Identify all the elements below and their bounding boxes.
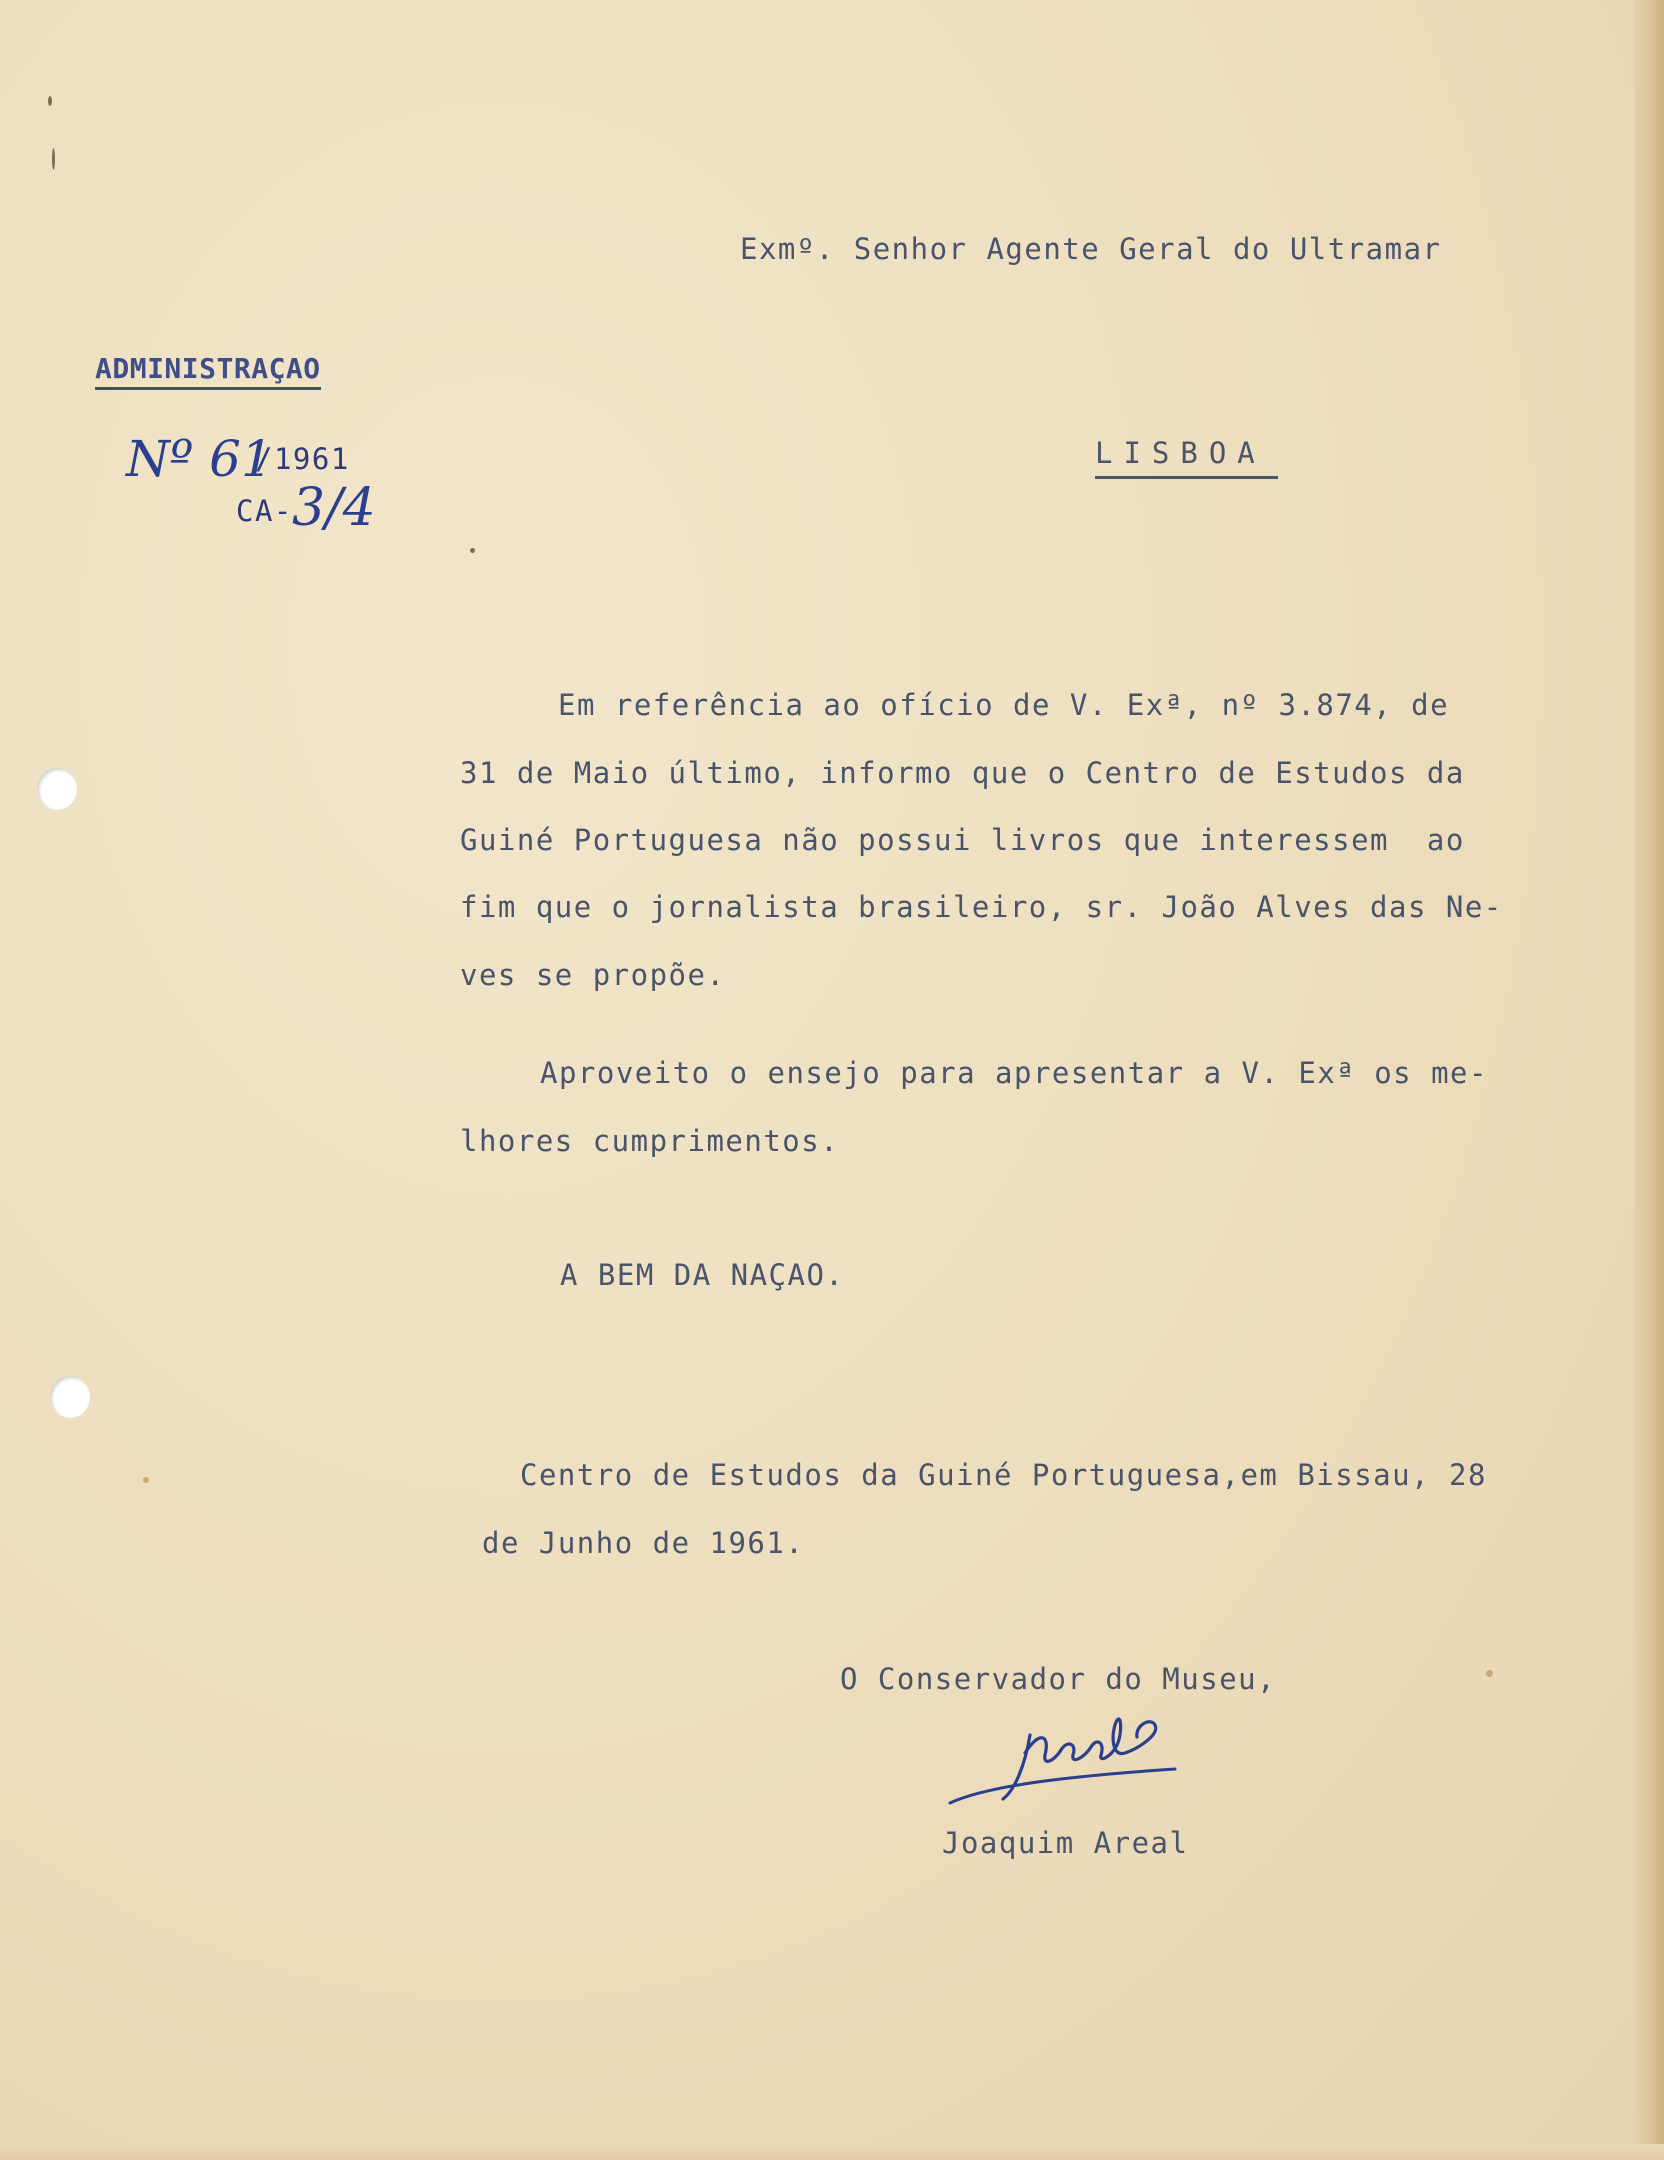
body-line: Em referência ao ofício de V. Exª, nº 3.874, de [558, 688, 1450, 722]
body-line: Guiné Portuguesa não possui livros que interessem ao [460, 823, 1465, 857]
city-heading: LISBOA [1095, 436, 1278, 479]
paper-edge-bottom [0, 2144, 1664, 2160]
signer-name: Joaquim Areal [942, 1826, 1189, 1860]
ink-speck [470, 548, 475, 553]
handwritten-signature [945, 1695, 1225, 1815]
place-date-line: de Junho de 1961. [482, 1526, 805, 1560]
reference-number-handwritten: Nº 61 [126, 430, 273, 488]
punch-hole-bottom [50, 1376, 90, 1418]
signer-title: O Conservador do Museu, [840, 1662, 1277, 1696]
ink-speck [48, 96, 52, 106]
punch-hole-top [37, 768, 77, 810]
reference-year: /1961 [255, 442, 350, 476]
paper-edge-right [1634, 0, 1664, 2160]
closing-line: lhores cumprimentos. [460, 1124, 840, 1158]
paper-stain [1486, 1670, 1493, 1677]
salutation: A BEM DA NAÇAO. [560, 1258, 845, 1292]
reference-code-handwritten: 3/4 [292, 478, 376, 538]
recipient-line: Exmº. Senhor Agente Geral do Ultramar [740, 232, 1442, 266]
place-date-line: Centro de Estudos da Guiné Portuguesa,em Bissau, 28 [520, 1458, 1487, 1492]
administration-stamp: ADMINISTRAÇAO [95, 352, 321, 390]
body-line: fim que o jornalista brasileiro, sr. João Alves das Ne- [460, 890, 1503, 924]
body-line: 31 de Maio último, informo que o Centro de Estudos da [460, 756, 1465, 790]
body-line: ves se propõe. [460, 958, 726, 992]
closing-line: Aproveito o ensejo para apresentar a V. Exª os me- [540, 1056, 1488, 1090]
reference-code: CA- [236, 494, 293, 528]
ink-speck [52, 148, 55, 170]
paper-stain [143, 1477, 149, 1483]
